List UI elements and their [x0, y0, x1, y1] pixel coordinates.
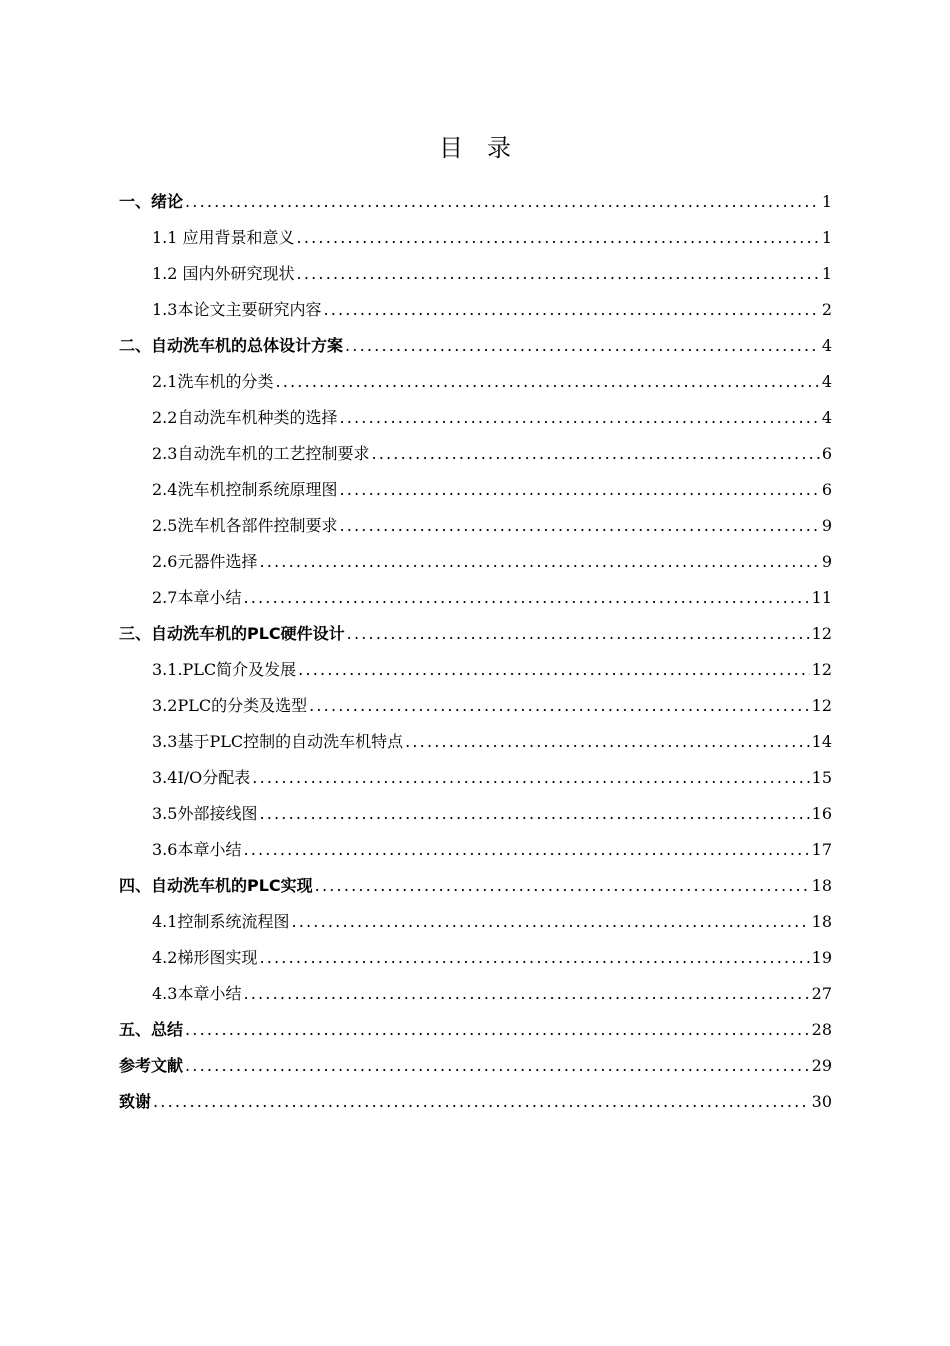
toc-entry[interactable]	[119, 400, 832, 436]
toc-page-number: 2	[821, 300, 832, 319]
toc-dot-leader	[185, 184, 820, 220]
toc-entry-label: 1.2 国内外研究现状	[152, 264, 295, 283]
toc-entry[interactable]	[119, 796, 832, 832]
toc-page-number: 1	[821, 264, 832, 283]
toc-page-number: 6	[821, 480, 832, 499]
toc-page-number: 28	[811, 1020, 832, 1039]
toc-entry-label: 4.2梯形图实现	[152, 948, 258, 967]
toc-page-number: 27	[811, 984, 832, 1003]
toc-dot-leader	[339, 400, 819, 436]
toc-entry-label: 2.7本章小结	[152, 588, 242, 607]
toc-page-number: 4	[821, 336, 832, 355]
toc-dot-leader	[345, 328, 820, 364]
toc-entry-label: 四、自动洗车机的PLC实现	[119, 876, 313, 895]
toc-entry-label: 2.3自动洗车机的工艺控制要求	[152, 444, 370, 463]
toc-dot-leader	[185, 1048, 810, 1084]
toc-entry[interactable]	[119, 220, 832, 256]
toc-entry-label: 二、自动洗车机的总体设计方案	[119, 336, 344, 355]
toc-dot-leader	[297, 256, 820, 292]
toc-page-number: 17	[811, 840, 832, 859]
toc-entry-label: 2.2自动洗车机种类的选择	[152, 408, 338, 427]
toc-entry-label: 1.3本论文主要研究内容	[152, 300, 322, 319]
toc-page-number: 4	[821, 372, 832, 391]
toc-entry-label: 3.3基于PLC控制的自动洗车机特点	[152, 732, 404, 751]
toc-page-number: 16	[811, 804, 832, 823]
toc-dot-leader	[259, 544, 819, 580]
toc-page-number: 1	[821, 228, 832, 247]
toc-entry[interactable]	[119, 868, 832, 904]
toc-entry[interactable]	[119, 184, 832, 220]
toc-entry[interactable]	[119, 1084, 832, 1120]
toc-page-number: 12	[811, 624, 832, 643]
toc-page-number: 1	[821, 192, 832, 211]
toc-entry-label: 2.1洗车机的分类	[152, 372, 274, 391]
toc-entry-label: 3.4I/O分配表	[152, 768, 251, 787]
toc-page-number: 4	[821, 408, 832, 427]
toc-entry-label: 2.6元器件选择	[152, 552, 258, 571]
toc-entry-label: 3.2PLC的分类及选型	[152, 696, 308, 715]
toc-dot-leader	[298, 652, 809, 688]
toc-page-number: 18	[811, 912, 832, 931]
toc-entry[interactable]	[119, 580, 832, 616]
toc-dot-leader	[252, 760, 809, 796]
toc-entry-label: 1.1 应用背景和意义	[152, 228, 295, 247]
toc-entry[interactable]	[119, 760, 832, 796]
toc-dot-leader	[339, 472, 819, 508]
toc-entry-label: 3.6本章小结	[152, 840, 242, 859]
toc-entry[interactable]	[119, 436, 832, 472]
toc-dot-leader	[291, 904, 809, 940]
toc-entry-label: 2.5洗车机各部件控制要求	[152, 516, 338, 535]
toc-page-number: 18	[811, 876, 832, 895]
toc-page-number: 29	[811, 1056, 832, 1075]
toc-page-number: 30	[811, 1092, 832, 1111]
toc-page-number: 14	[811, 732, 832, 751]
toc-entry[interactable]	[119, 472, 832, 508]
toc-entry-label: 参考文献	[119, 1056, 184, 1075]
toc-page-number: 12	[811, 696, 832, 715]
table-of-contents	[119, 184, 832, 1120]
toc-dot-leader	[347, 616, 810, 652]
toc-dot-leader	[339, 508, 819, 544]
toc-entry[interactable]	[119, 1048, 832, 1084]
toc-entry-label: 致谢	[119, 1092, 152, 1111]
toc-dot-leader	[259, 940, 809, 976]
toc-page-number: 12	[811, 660, 832, 679]
toc-entry[interactable]	[119, 364, 832, 400]
toc-entry[interactable]	[119, 976, 832, 1012]
toc-entry-label: 三、自动洗车机的PLC硬件设计	[119, 624, 345, 643]
toc-entry[interactable]	[119, 616, 832, 652]
toc-page-number: 9	[821, 552, 832, 571]
toc-entry-label: 3.1.PLC简介及发展	[152, 660, 297, 679]
toc-entry[interactable]	[119, 544, 832, 580]
toc-dot-leader	[243, 832, 809, 868]
toc-entry[interactable]	[119, 940, 832, 976]
toc-entry[interactable]	[119, 688, 832, 724]
toc-entry-label: 五、总结	[119, 1020, 184, 1039]
toc-dot-leader	[243, 976, 809, 1012]
toc-entry[interactable]	[119, 256, 832, 292]
toc-entry-label: 3.5外部接线图	[152, 804, 258, 823]
toc-dot-leader	[315, 868, 810, 904]
toc-entry-label: 2.4洗车机控制系统原理图	[152, 480, 338, 499]
toc-dot-leader	[323, 292, 819, 328]
toc-entry[interactable]	[119, 508, 832, 544]
toc-dot-leader	[405, 724, 810, 760]
toc-page-number: 11	[811, 588, 832, 607]
toc-entry[interactable]	[119, 328, 832, 364]
toc-page-number: 19	[811, 948, 832, 967]
toc-entry[interactable]	[119, 1012, 832, 1048]
toc-entry[interactable]	[119, 904, 832, 940]
toc-page-number: 15	[811, 768, 832, 787]
toc-entry-label: 一、绪论	[119, 192, 184, 211]
toc-dot-leader	[243, 580, 809, 616]
toc-entry[interactable]	[119, 292, 832, 328]
toc-page-number: 6	[821, 444, 832, 463]
toc-dot-leader	[275, 364, 819, 400]
toc-dot-leader	[297, 220, 820, 256]
toc-entry-label: 4.3本章小结	[152, 984, 242, 1003]
toc-entry-label: 4.1控制系统流程图	[152, 912, 290, 931]
page-title: 目 录	[439, 134, 511, 162]
toc-dot-leader	[259, 796, 809, 832]
toc-dot-leader	[185, 1012, 810, 1048]
toc-dot-leader	[371, 436, 819, 472]
toc-dot-leader	[153, 1084, 810, 1120]
toc-entry[interactable]	[119, 652, 832, 688]
toc-dot-leader	[309, 688, 810, 724]
toc-page-number: 9	[821, 516, 832, 535]
toc-entry[interactable]	[119, 724, 832, 760]
toc-entry[interactable]	[119, 832, 832, 868]
